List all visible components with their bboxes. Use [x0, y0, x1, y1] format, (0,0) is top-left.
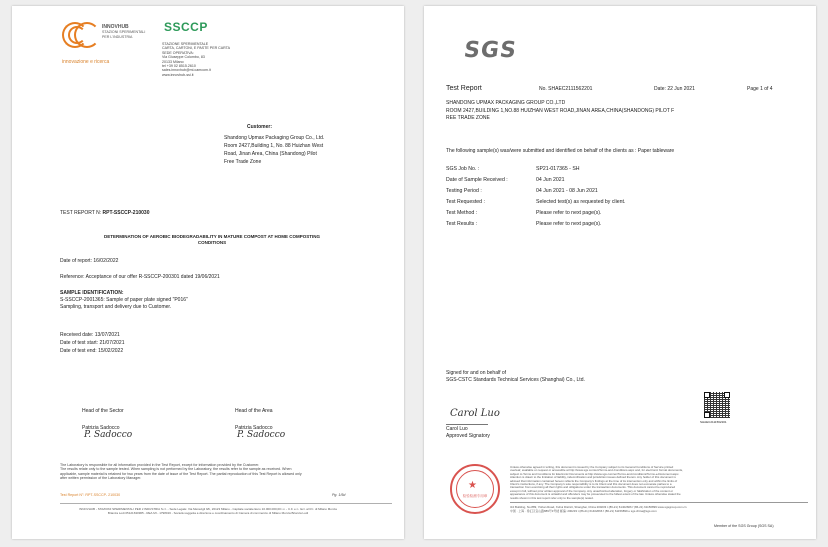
head-of-area-name: Patrizia Sadocco [235, 425, 273, 431]
sgs-signature: Carol Luo [450, 408, 500, 419]
customer-address: Shandong Upmax Packaging Group Co., Ltd. Room 2427,Building 1, No. 88 Huizhan West Road, Jinan Area, China (Shandong) Pilot Free Trade Zone [224, 135, 325, 165]
qr-finder-icon [724, 392, 730, 398]
sgs-info-row: Date of Sample Received : 04 Jun 2021 [446, 177, 565, 183]
footer-legal: INNOVHUB - STAZIONI SPERIMENTALI PER L'INDUSTRIA S.r.l. - Sede Legale: Via Meravigli 9/b, 20123 Milano - Capitale sociale Euro 10.000.000,00 i.v. - C.F. e n. Iscr. al R.I. di Milano Monza Brianza Lodi 05121630965 - REA MI - 1798016 - Società soggetta a direzione e coordinamento di Camera di commercio di Milano Monza Brianza Lodi [79, 507, 337, 515]
reference: Reference: Acceptance of our offer R-SSCCP-200301 dated 19/06/2021 [60, 274, 220, 280]
sgs-report-title: Test Report [446, 85, 482, 92]
head-of-sector-name: Patrizia Sadocco [82, 425, 120, 431]
sgs-report-page-number: Page 1 of 4 [747, 86, 773, 92]
test-dates: Received date: 13/07/2021 Date of test start: 21/07/2021 Date of test end: 15/02/2022 [60, 332, 125, 354]
innovhub-tagline: innovazione e ricerca [62, 59, 110, 65]
sgs-terms-fine-print: Unless otherwise agreed in writing, this document is issued by the Company subject to its General Conditions of Service printed overleaf, available on request or accessible at http://www.sgs.com/en/Terms-and-Conditions.aspx and, for electronic format documents, subject to Terms and Conditions for Electronic Documents at http://www.sgs.com/en/Terms-and-Conditions/Terms-e-Document.aspx. Attention is drawn to the limitation of liability, indemnification and jurisdiction issues defined therein. Any holder of this document is advised that information contained hereon reflects the Company's findings at the time of its intervention only and within the limits of Client's instructions, if any. The Company's sole responsibility is to its Client and this document does not exonerate parties to a transaction from exercising all their rights and obligations under the transaction documents. This document cannot be reproduced except in full, without prior written approval of the Company. Any unauthorized alteration, forgery or falsification of the content or appearance of this document is unlawful and offenders may be prosecuted to the fullest extent of the law. Unless otherwise stated the results shown in this test report refer only to the sample(s) tested. [510, 466, 683, 500]
sample-identification: SAMPLE IDENTIFICATION: S-SSCCP-2001365: Sample of paper plate signed "P016" Sampling, transport and delivery due to Customer. [60, 290, 188, 310]
report-title: DETERMINATION OF AEROBIC BIODEGRADABILITY IN MATURE COMPOST AT HOME COMPOSTING CONDITIONS [103, 234, 321, 245]
sgs-logo: SGS [462, 38, 519, 63]
ssccp-address: STAZIONE SPERIMENTALE CARTA, CARTONI, E PASTE PER CARTA SEDE OPERATIVA: Via Giuseppe Colombo, 83 20133 Milano tel +39 02 8515.2610 sales.innovhub@mi.camcom.it www.innovhub-ssi.it [162, 42, 231, 77]
area-signature: P. Sadocco [237, 430, 286, 440]
sgs-info-row: Testing Period : 04 Jun 2021 - 08 Jun 2021 [446, 188, 598, 194]
head-of-sector-label: Head of the Sector [82, 408, 124, 414]
stamp-text: 检验检测专用章 [462, 494, 488, 498]
sgs-address-footer: 3rd Building, No.889, Yishan Road, Xuhui District, Shanghai, China 200233 t (86-21) 61402666 f (86-21) 61156899 www.sgsgroup.com.cn 中国 · 上海 · 徐汇区宜山路889号3号楼 邮编: 200233 t (86-21) 61402666 f (86-21) 61156899 e sgs.china@sgs.com [510, 505, 687, 513]
innovhub-brand: INNOVHUB [102, 24, 129, 30]
sgs-company-address: SHANDONG UPMAX PACKAGING GROUP CO.,LTD ROOM 2427,BUILDING 1,NO.88 HUIZHAN WEST ROAD,JINAN AREA,CHINA(SHANDONG) PILOT F REE TRADE ZONE [446, 100, 675, 121]
head-of-area-label: Head of the Area [235, 408, 273, 414]
test-report-number: TEST REPORT N: RPT-SSCCP-210030 [60, 210, 150, 216]
sgs-info-row: SGS Job No. : SP21-017365 - SH [446, 166, 580, 172]
sgs-member-line: Member of the SGS Group (SGS SA) [714, 524, 774, 528]
sgs-info-row: Test Results : Please refer to next page(s). [446, 221, 602, 227]
sgs-report-number: No. SHAEC2111562201 [539, 86, 593, 92]
sgs-report-date: Date: 22 Jun 2021 [654, 86, 695, 92]
innovhub-report-page [12, 6, 404, 539]
footer-report-number: Test Report N°: RPT-SSCCP- 210030 [60, 493, 121, 497]
ssccp-logo: SSCCP [164, 20, 208, 34]
sgs-intro: The following sample(s) was/were submitted and identified on behalf of the clients as : Paper tableware [446, 148, 675, 154]
sgs-footer-divider [510, 502, 808, 503]
qr-finder-icon [704, 392, 710, 398]
sgs-info-row: Test Method : Please refer to next page(s). [446, 210, 602, 216]
stamp-star-icon: ★ [468, 480, 477, 491]
qr-finder-icon [704, 412, 710, 418]
signature-line [446, 424, 488, 425]
sgs-report-page [424, 6, 816, 539]
qr-caption: SHAEC2111562201 [700, 420, 727, 424]
laboratory-disclaimer: The Laboratory is responsible for all information provided in the Test Report, except for information provided by the Customer. The results relate only to the sample tested. When sampling is not performed by the Laboratory, the results refer to the sample as received. When applicable, sample material is retained for two years from the date of issue of the Test Report. The partial reproduction of this Test Report is allowed only after written permission of the Laboratory Manager. [60, 463, 302, 481]
customer-label: Customer: [247, 124, 273, 130]
footer-page-number: Pg. 1/5d [332, 493, 346, 497]
footer-divider [60, 503, 392, 504]
sgs-signed-on-behalf: Signed for and on behalf of SGS-CSTC Standards Technical Services (Shanghai) Co., Ltd. [446, 370, 585, 383]
sgs-signer: Carol Luo Approved Signatory [446, 426, 490, 439]
innovhub-brand-sub-2: PER L'INDUSTRIA [102, 35, 133, 39]
innovhub-logo-icon [62, 20, 96, 50]
innovhub-brand-sub-1: STAZIONI SPERIMENTALI [102, 30, 146, 34]
sgs-info-row: Test Requested : Selected test(s) as requested by client. [446, 199, 626, 205]
sector-signature: P. Sadocco [84, 430, 133, 440]
date-of-report: Date of report: 16/02/2022 [60, 258, 119, 264]
